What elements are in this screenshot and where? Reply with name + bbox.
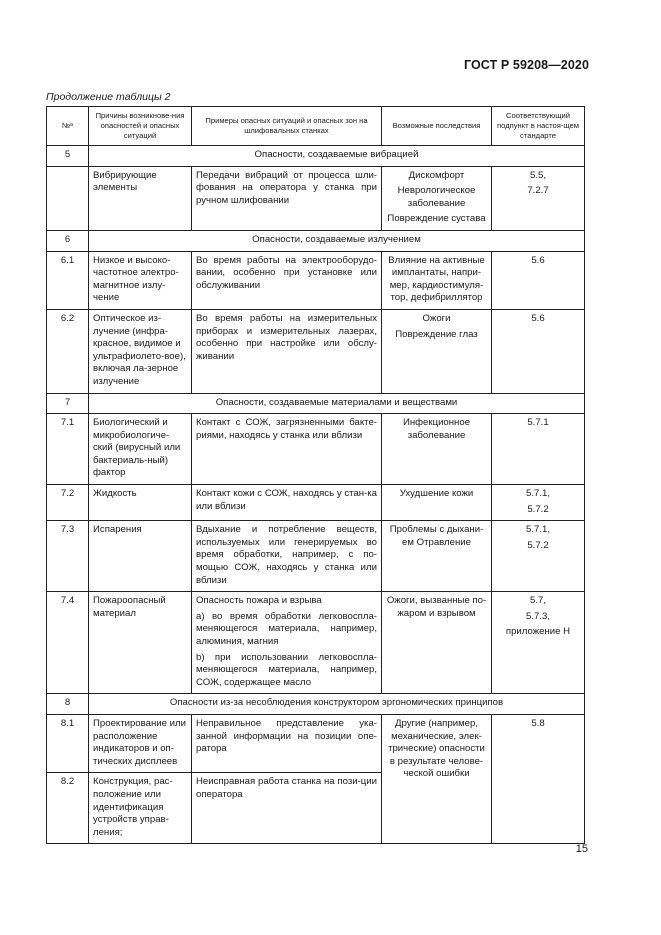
row-example: Вдыхание и потребление веществ, используемых или генерируемых во время обработки, например, с по-мощью СОЖ, находясь у станка или вблизи — [192, 521, 382, 592]
row-example — [192, 592, 382, 694]
section-title: Опасности, создаваемые излучением — [89, 230, 585, 251]
table-row — [47, 251, 585, 309]
reference-item: 5.7.1, — [525, 488, 550, 500]
section-row — [47, 230, 585, 251]
row-consequences: Ухудшение кожи — [382, 485, 492, 521]
row-example: Передачи вибраций от процесса шли-фования на оператора у станка при ручном шлифовании — [192, 166, 382, 230]
row-consequences: Проблемы с дыхани-ем Отравление — [382, 521, 492, 592]
row-reference: 5.6 — [492, 251, 585, 309]
section-row — [47, 146, 585, 167]
row-reference — [492, 485, 585, 521]
example-item: b) при использовании легковоспла-меняющегося материала, например, СОЖ, содержащее масло — [196, 651, 377, 688]
table-row — [47, 414, 585, 485]
row-consequences: Инфекционное заболевание — [382, 414, 492, 485]
page-number: 15 — [575, 843, 588, 855]
row-consequences: Другие (например, механические, элек-трические) опасности в результате челове-ческой ошибки — [382, 714, 492, 843]
reference-item: 5.7.3, — [525, 610, 550, 622]
section-title: Опасности, создаваемые вибрацией — [89, 146, 585, 167]
row-example: Во время работы на электрооборудо-вании, особенно при установке или обслуживании — [192, 251, 382, 309]
row-cause: Вибрирующие элементы — [89, 166, 192, 230]
row-reference — [492, 592, 585, 694]
column-header-reference: Соответствующий подпункт в настоя-щем стандарте — [492, 107, 585, 146]
reference-item: 5.5, — [529, 169, 546, 181]
column-header-causes: Причины возникнове-ния опасностей и опасных ситуаций — [89, 107, 192, 146]
row-cause: Испарения — [89, 521, 192, 592]
row-number: 7.1 — [47, 414, 89, 485]
row-consequences: Влияние на активные имплантаты, напри-мер, кардиостимуля-тор, дефибриллятор — [382, 251, 492, 309]
reference-item: 5.7, — [529, 595, 546, 607]
row-consequences — [382, 309, 492, 393]
row-reference: 5.8 — [492, 714, 585, 843]
row-cause: Оптическое из-лучение (инфра-красное, видимое и ультрафиолето-вое), включая ла-зерное излучение — [89, 309, 192, 393]
section-title: Опасности, создаваемые материалами и веществами — [89, 393, 585, 414]
row-number — [47, 166, 89, 230]
row-example: Контакт с СОЖ, загрязненными бакте-риями, находясь у станка или вблизи — [192, 414, 382, 485]
section-number: 8 — [47, 694, 89, 715]
row-reference — [492, 166, 585, 230]
row-example: Неправильное представление ука-занной информации на позиции опе-ратора — [192, 714, 382, 772]
row-reference: 5.7.1 — [492, 414, 585, 485]
column-header-number: №ᵃ — [47, 107, 89, 146]
row-example: Во время работы на измерительных приборах и измерительных лазерах, особенно при настройке или обслу-живании — [192, 309, 382, 393]
row-reference — [492, 521, 585, 592]
section-row — [47, 393, 585, 414]
example-item: а) во время обработки легковоспла-меняющегося материала, например, алюминия, магния — [196, 610, 377, 647]
row-cause: Жидкость — [89, 485, 192, 521]
row-cause: Конструкция, рас-положение или идентификация устройств управ-ления; — [89, 773, 192, 844]
consequence-item: Неврологическое заболевание — [397, 185, 476, 209]
row-number: 8.2 — [47, 773, 89, 844]
consequence-item: Ожоги — [422, 312, 451, 324]
row-number: 6.2 — [47, 309, 89, 393]
table-row — [47, 592, 585, 694]
reference-item: 5.7.1, — [525, 524, 550, 536]
document-code: ГОСТ Р 59208—2020 — [463, 58, 589, 72]
row-cause: Проектирование или расположение индикаторов и оп-тических дисплеев — [89, 714, 192, 772]
table-header-row — [47, 107, 585, 146]
row-number: 7.2 — [47, 485, 89, 521]
table-row — [47, 485, 585, 521]
section-number: 7 — [47, 393, 89, 414]
row-reference: 5.6 — [492, 309, 585, 393]
table-caption: Продолжение таблицы 2 — [46, 91, 171, 103]
column-header-consequences: Возможные последствия — [382, 107, 492, 146]
table-row — [47, 309, 585, 393]
section-number: 5 — [47, 146, 89, 167]
row-number: 8.1 — [47, 714, 89, 772]
section-number: 6 — [47, 230, 89, 251]
row-number: 7.3 — [47, 521, 89, 592]
consequence-item: Дискомфорт — [408, 169, 465, 181]
reference-item: 7.2.7 — [527, 185, 549, 197]
consequence-item: Повреждение глаз — [395, 328, 478, 340]
row-example: Неисправная работа станка на пози-ции оператора — [192, 773, 382, 844]
row-consequences — [382, 166, 492, 230]
row-consequences: Ожоги, вызванные по-жаром и взрывом — [382, 592, 492, 694]
reference-item: приложение Н — [505, 626, 571, 638]
table-row — [47, 166, 585, 230]
table-row — [47, 714, 585, 772]
table-row — [47, 521, 585, 592]
hazards-table — [46, 106, 585, 844]
section-row — [47, 694, 585, 715]
example-item: Опасность пожара и взрыва — [196, 595, 322, 607]
row-number: 7.4 — [47, 592, 89, 694]
row-number: 6.1 — [47, 251, 89, 309]
consequence-item: Повреждение сустава — [387, 213, 486, 225]
reference-item: 5.7.2 — [527, 503, 549, 515]
row-cause: Низкое и высоко-частотное электро-магнитное излу-чение — [89, 251, 192, 309]
row-cause: Биологический и микробиологиче-ский (вирусный или бактериаль-ный) фактор — [89, 414, 192, 485]
row-example: Контакт кожи с СОЖ, находясь у стан-ка или вблизи — [192, 485, 382, 521]
column-header-examples: Примеры опасных ситуаций и опасных зон на шлифовальных станках — [192, 107, 382, 146]
reference-item: 5.7.2 — [527, 539, 549, 551]
row-cause: Пожароопасный материал — [89, 592, 192, 694]
section-title: Опасности из-за несоблюдения конструктором эргономических принципов — [89, 694, 585, 715]
